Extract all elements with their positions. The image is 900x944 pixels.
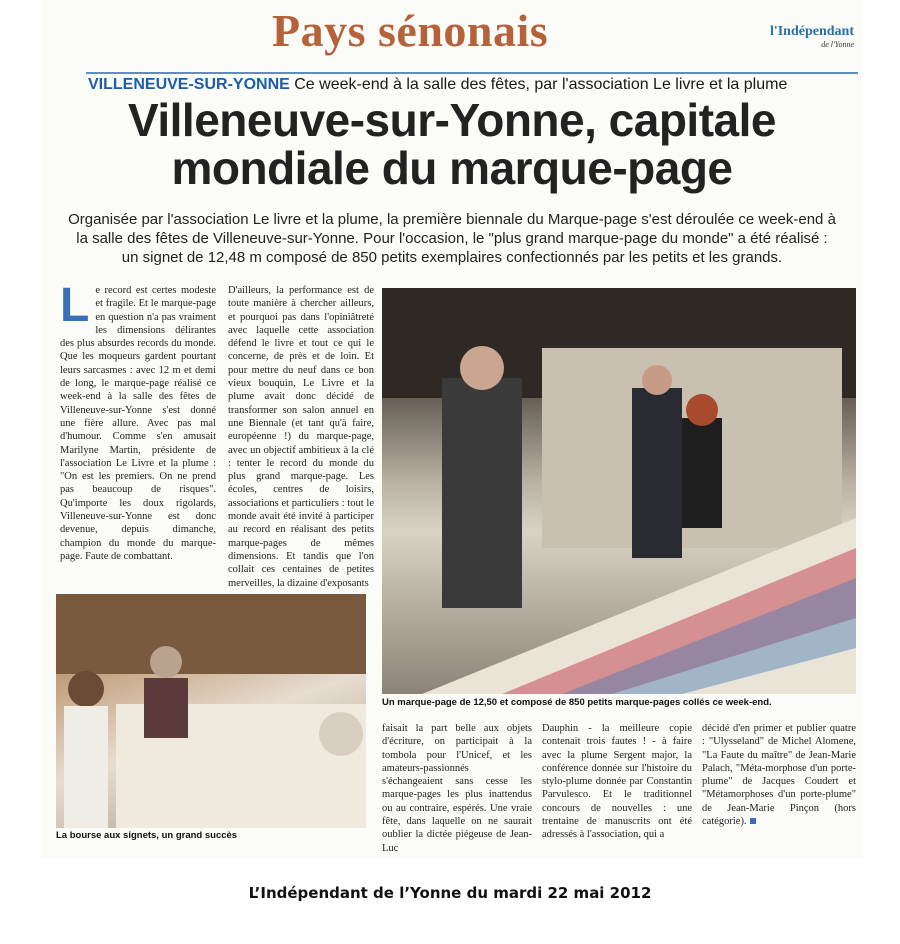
kicker (88, 76, 787, 94)
column-5-text: décidé d'en primer et publier quatre : "Ulysseland" de Michel Alomene, "La Faute du maître" de Jean-Marie Palach, "Méta-morphose d'un porte-plume" de Jacques Coudert et "Métamorphoses d'un porte-plume" de Jean-Marie Pinçon (hors catégorie). (702, 723, 856, 828)
column-4-text: Dauphin - la meilleure copie contenait trois fautes ! - à faire avec la plume Sergent major, la conférence donnée sur l'histoire du stylo-plume donnée par Constantin Parvulesco. Et le traditionnel concours de nouvelles : une trentaine de manuscrits ont été adressés à l'association, qui a (542, 723, 692, 841)
article-column-4 (542, 722, 692, 842)
logo-title: l'Indépendant (769, 24, 854, 39)
man-head (460, 346, 504, 390)
man-grey-hair (442, 378, 522, 608)
side-photo (56, 594, 366, 828)
lede-line-3: un signet de 12,48 m composé de 850 petits exemplaires confectionnés par les petits et les grands. (121, 249, 783, 266)
person-2-body (144, 678, 188, 738)
wall (56, 594, 366, 674)
side-photo-caption: La bourse aux signets, un grand succès (56, 830, 238, 841)
side-photo-scene (56, 594, 366, 828)
woman-head (686, 394, 718, 426)
lede-line-2: la salle des fêtes de Villeneuve-sur-Yonne. Pour l'occasion, le "plus grand marque-page du monde" a été réalisé : (76, 230, 828, 247)
column-2-text: D'ailleurs, la performance est de toute manière à chercher ailleurs, et pourquoi pas dans l'opiniâtreté avec laquelle cette association défend le livre et tout ce qui le concerne, de près et de loin. Et pour mettre du neuf dans ce bon vieux bouquin, Le Livre et la plume avait donc décidé de transformer son salon annuel en une Biennale (et tant qu'à faire, européenne !) du marque-page, avec un objectif ambitieux à la clé : tenter le record du monde du plus grand marque-page. Les écoles, centres de loisirs, associations et particuliers : tout le monde avait été invité à participer au record en réalisant des petits marque-pages de mêmes dimensions. Et tandis que l'on collait ces centaines de petites merveilles, la dizaine d'exposants (228, 285, 374, 589)
man-suit (632, 388, 682, 558)
main-photo-caption: Un marque-page de 12,50 et composé de 850 petits marque-pages collés ce week-end. (382, 697, 772, 708)
header-rule (86, 72, 858, 74)
main-photo-scene (382, 288, 856, 694)
headline-line-1: Villeneuve-sur-Yonne, capitale (128, 94, 776, 146)
article-column-3 (382, 722, 532, 855)
end-mark (750, 818, 756, 824)
person-1 (68, 671, 104, 707)
article-column-5 (702, 722, 856, 828)
person-1-body (64, 706, 108, 828)
lede-line-1: Organisée par l'association Le livre et la plume, la première biennale du Marque-page s'est déroulée ce week-end à (68, 211, 836, 228)
lede (54, 210, 850, 267)
source-footer: L’Indépendant de l’Yonne du mardi 22 mai 2012 (248, 884, 652, 902)
drop-cap: L (60, 279, 90, 332)
column-3-text: faisait la part belle aux objets d'écriture, on participait à la tombola pour l'Unicef, et les amateurs-passionnés s'échangeaient sans cesse les marque-pages les plus inattendus ou au contraire, espérés. Une vraie fête, dans laquelle on ne saurait oublier la dictée piégeuse de Jean-Luc (382, 723, 532, 854)
article-column-1 (60, 279, 216, 563)
section-title: Pays sénonais (272, 5, 549, 56)
headline-line-2: mondiale du marque-page (171, 142, 733, 194)
column-1-text: e record est certes modeste et fragile. Et le marque-page en question n'a pas vraiment les dimensions délirantes des plus absurdes records du monde. Que les moqueurs gardent pourtant leurs sarcasmes : avec 12 m et demi de long, le marque-page réalisé ce week-end à la salle des fêtes de Villeneuve-sur-Yonne s'est donné une fière allure. Avec pas mal d'humour. Comme s'en amusait Marilyne Martin, présidente de l'association Le Livre et la plume : "On est les premiers. On ne prend pas beaucoup de risques". Qu'importe les doux rigolards, Villeneuve-sur-Yonne est donc devenue, depuis dimanche, champion du monde du marque-page. Faute de combattant. (60, 285, 216, 562)
newspaper-page (42, 0, 862, 858)
woman-red-hair (682, 418, 722, 528)
kicker-text: Ce week-end à la salle des fêtes, par l'association Le livre et la plume (294, 76, 788, 93)
main-photo (382, 288, 856, 694)
article-column-2 (228, 284, 374, 590)
kicker-place: VILLENEUVE-SUR-YONNE (88, 76, 290, 93)
newspaper-logo (770, 24, 854, 49)
man-suit-head (642, 365, 672, 395)
person-2 (150, 646, 182, 678)
logo-subtitle: de l'Yonne (821, 40, 854, 49)
headline (52, 96, 852, 192)
person-3 (319, 712, 363, 756)
